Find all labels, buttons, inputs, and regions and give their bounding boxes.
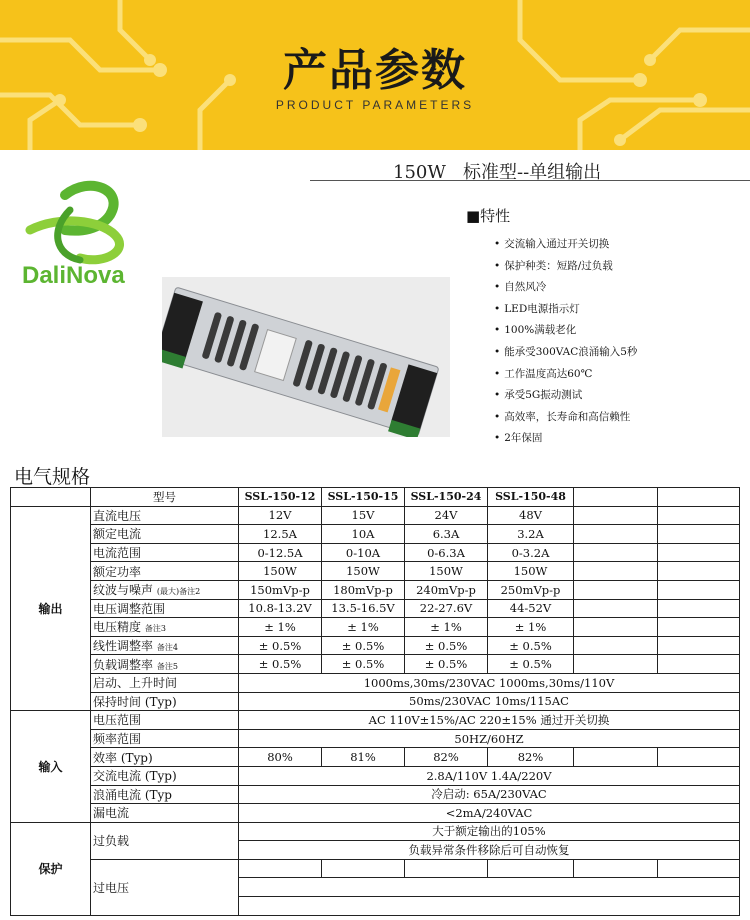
value-cell: 80% <box>239 748 322 767</box>
table-row <box>11 599 740 618</box>
table-row <box>11 785 740 804</box>
empty-cell <box>574 599 658 618</box>
table-row <box>11 748 740 767</box>
value-cell: 44-52V <box>488 599 574 618</box>
row-label: 线性调整率 备注4 <box>91 636 239 655</box>
value-cell: 10.8-13.2V <box>239 599 322 618</box>
value-cell: 10A <box>322 525 405 544</box>
feature-item: • 保护种类：短路/过负载 <box>494 259 637 281</box>
value-cell: ± 0.5% <box>322 655 405 674</box>
empty-cell <box>574 525 658 544</box>
value-cell: 大于额定输出的105% <box>239 822 740 841</box>
row-label: 纹波与噪声 (最大)备注2 <box>91 580 239 599</box>
value-cell: ± 0.5% <box>405 655 488 674</box>
value-cell: 1000ms,30ms/230VAC 1000ms,30ms/110V <box>239 673 740 692</box>
empty-cell <box>574 562 658 581</box>
value-cell: 50ms/230VAC 10ms/115AC <box>239 692 740 711</box>
banner-title: 产品参数 <box>283 45 467 96</box>
value-cell: ± 1% <box>239 618 322 637</box>
table-row <box>11 766 740 785</box>
banner-subtitle: PRODUCT PARAMETERS <box>275 98 475 112</box>
value-cell: <2mA/240VAC <box>239 804 740 823</box>
spec-title: 电气规格 <box>14 466 91 488</box>
model-cell: SSL-150-15 <box>322 488 405 507</box>
feature-item: • 高效率，长寿命和高信赖性 <box>494 410 637 432</box>
row-label: 负载调整率 备注5 <box>91 655 239 674</box>
value-cell: 48V <box>488 506 574 525</box>
value-cell: 180mVp-p <box>322 580 405 599</box>
empty-cell <box>322 859 405 878</box>
empty-cell <box>658 599 740 618</box>
value-cell: 150W <box>322 562 405 581</box>
value-cell: ± 1% <box>322 618 405 637</box>
table-row <box>11 525 740 544</box>
value-cell: 81% <box>322 748 405 767</box>
feature-item: • 工作温度高达60℃ <box>494 367 637 389</box>
title-divider <box>310 180 750 181</box>
spec-table <box>10 487 740 916</box>
value-cell: 150W <box>488 562 574 581</box>
value-cell: 82% <box>488 748 574 767</box>
group-output: 输出 <box>11 506 91 711</box>
empty-cell <box>574 636 658 655</box>
value-cell: 2.8A/110V 1.4A/220V <box>239 766 740 785</box>
empty-cell <box>574 580 658 599</box>
feature-item: • 100%满载老化 <box>494 323 637 345</box>
group-input: 输入 <box>11 711 91 823</box>
product-photo <box>162 277 450 437</box>
empty-cell <box>658 859 740 878</box>
group-protection: 保护 <box>11 822 91 915</box>
row-label: 过电压 <box>91 859 239 915</box>
empty-cell <box>574 859 658 878</box>
table-row <box>11 804 740 823</box>
row-label: 额定功率 <box>91 562 239 581</box>
value-cell: 82% <box>405 748 488 767</box>
empty-cell <box>11 488 91 507</box>
table-row <box>11 822 740 841</box>
model-label: 型号 <box>91 488 239 507</box>
empty-cell <box>658 580 740 599</box>
value-cell: 240mVp-p <box>405 580 488 599</box>
empty-cell <box>488 859 574 878</box>
value-cell: 冷启动: 65A/230VAC <box>239 785 740 804</box>
empty-cell <box>658 506 740 525</box>
value-cell: 13.5-16.5V <box>322 599 405 618</box>
value-cell: 3.2A <box>488 525 574 544</box>
table-row <box>11 859 740 878</box>
header-banner <box>0 0 750 150</box>
feature-item: • 能承受300VAC浪涌输入5秒 <box>494 345 637 367</box>
value-cell: 250mVp-p <box>488 580 574 599</box>
row-label: 启动、上升时间 <box>91 673 239 692</box>
empty-cell <box>658 562 740 581</box>
value-cell: 12V <box>239 506 322 525</box>
value-cell: ± 1% <box>488 618 574 637</box>
model-cell: SSL-150-48 <box>488 488 574 507</box>
feature-item: • 交流输入通过开关切换 <box>494 237 637 259</box>
table-row <box>11 711 740 730</box>
empty-cell <box>574 488 658 507</box>
row-label: 过负载 <box>91 822 239 859</box>
table-row <box>11 488 740 507</box>
empty-cell <box>658 525 740 544</box>
row-label: 浪涌电流 (Typ <box>91 785 239 804</box>
empty-cell <box>658 543 740 562</box>
row-label: 电压范围 <box>91 711 239 730</box>
value-cell: ± 0.5% <box>488 655 574 674</box>
empty-cell <box>405 859 488 878</box>
empty-cell <box>574 655 658 674</box>
value-cell: 负载异常条件移除后可自动恢复 <box>239 841 740 860</box>
product-title: 150W 标准型--单组输出 <box>393 162 602 183</box>
empty-cell <box>658 748 740 767</box>
value-cell: ± 0.5% <box>239 655 322 674</box>
row-label: 效率 (Typ) <box>91 748 239 767</box>
empty-cell <box>574 748 658 767</box>
value-cell: 24V <box>405 506 488 525</box>
value-cell: ± 0.5% <box>405 636 488 655</box>
table-row <box>11 673 740 692</box>
row-label: 交流电流 (Typ) <box>91 766 239 785</box>
feature-item: • LED电源指示灯 <box>494 302 637 324</box>
empty-cell <box>658 488 740 507</box>
empty-cell <box>239 878 740 897</box>
value-cell: 0-3.2A <box>488 543 574 562</box>
value-cell: 15V <box>322 506 405 525</box>
value-cell: 22-27.6V <box>405 599 488 618</box>
value-cell: AC 110V±15%/AC 220±15% 通过开关切换 <box>239 711 740 730</box>
row-label: 漏电流 <box>91 804 239 823</box>
table-row <box>11 506 740 525</box>
value-cell: 150W <box>405 562 488 581</box>
value-cell: 0-6.3A <box>405 543 488 562</box>
feature-item: • 2年保固 <box>494 431 637 453</box>
row-label: 直流电压 <box>91 506 239 525</box>
empty-cell <box>658 655 740 674</box>
feature-item: • 自然风冷 <box>494 280 637 302</box>
table-row <box>11 618 740 637</box>
table-row <box>11 562 740 581</box>
empty-cell <box>658 636 740 655</box>
row-label: 频率范围 <box>91 729 239 748</box>
model-cell: SSL-150-24 <box>405 488 488 507</box>
empty-cell <box>239 859 322 878</box>
row-label: 保持时间 (Typ) <box>91 692 239 711</box>
empty-cell <box>658 618 740 637</box>
table-row <box>11 543 740 562</box>
value-cell: 50HZ/60HZ <box>239 729 740 748</box>
value-cell: 12.5A <box>239 525 322 544</box>
empty-cell <box>574 543 658 562</box>
table-row <box>11 655 740 674</box>
model-cell: SSL-150-12 <box>239 488 322 507</box>
table-row <box>11 729 740 748</box>
value-cell: 0-12.5A <box>239 543 322 562</box>
value-cell: 150W <box>239 562 322 581</box>
value-cell: ± 0.5% <box>239 636 322 655</box>
value-cell: 0-10A <box>322 543 405 562</box>
table-row <box>11 636 740 655</box>
table-row <box>11 692 740 711</box>
value-cell: 150mVp-p <box>239 580 322 599</box>
value-cell: ± 0.5% <box>322 636 405 655</box>
feature-item: • 承受5G振动测试 <box>494 388 637 410</box>
row-label: 电流范围 <box>91 543 239 562</box>
empty-cell <box>574 506 658 525</box>
row-label: 电压调整范围 <box>91 599 239 618</box>
brand-name: DaliNova <box>22 262 125 289</box>
row-label: 电压精度 备注3 <box>91 618 239 637</box>
row-label: 额定电流 <box>91 525 239 544</box>
value-cell: ± 0.5% <box>488 636 574 655</box>
features-list <box>494 237 637 453</box>
empty-cell <box>239 897 740 916</box>
features-title: ■特性 <box>466 207 511 225</box>
value-cell: 6.3A <box>405 525 488 544</box>
table-row <box>11 580 740 599</box>
value-cell: ± 1% <box>405 618 488 637</box>
empty-cell <box>574 618 658 637</box>
